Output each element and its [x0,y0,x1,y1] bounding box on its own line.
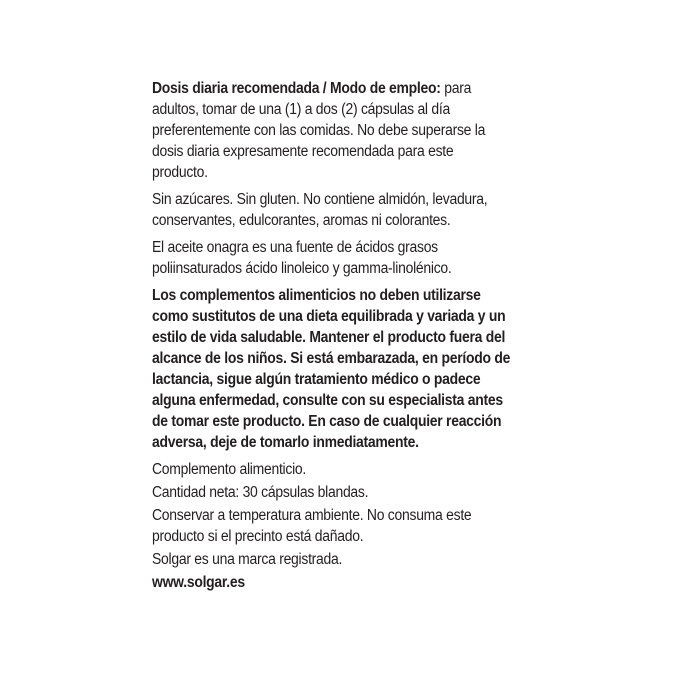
supplement-label-text [152,78,512,599]
free-from-paragraph: Sin azúcares. Sin gluten. No contiene almidón, levadura, conservantes, edulcorantes, aromas ni colorantes. [152,191,488,229]
dosage-paragraph [152,78,512,183]
oil-info-paragraph: El aceite onagra es una fuente de ácidos grasos poliinsaturados ácido linoleico y gamma-linolénico. [152,239,452,277]
storage-paragraph: Conservar a temperatura ambiente. No consuma este producto si el precinto está dañado. [152,507,472,545]
warning-paragraph: Los complementos alimenticios no deben utilizarse como sustitutos de una dieta equilibrada y variada y un estilo de vida saludable. Mantener el producto fuera del alcance de los niños. Si está embarazada, en período de lactancia, sigue algún tratamiento médico o padece alguna enfermedad, consulte con su especialista antes de tomar este producto. En caso de cualquier reacción adversa, deje de tomarlo inmediatamente. [152,287,511,451]
dosage-heading: Dosis diaria recomendada / Modo de empleo: [152,80,441,97]
dosage-text: para adultos, tomar de una (1) a dos (2) cápsulas al día preferentemente con las comidas. No debe superarse la dosis diaria expresamente recomendada para este producto. [152,80,486,181]
net-quantity: Cantidad neta: 30 cápsulas blandas. [152,484,369,501]
product-type: Complemento alimenticio. [152,461,307,478]
trademark-notice: Solgar es una marca registrada. [152,551,343,568]
website-link: www.solgar.es [152,574,245,591]
